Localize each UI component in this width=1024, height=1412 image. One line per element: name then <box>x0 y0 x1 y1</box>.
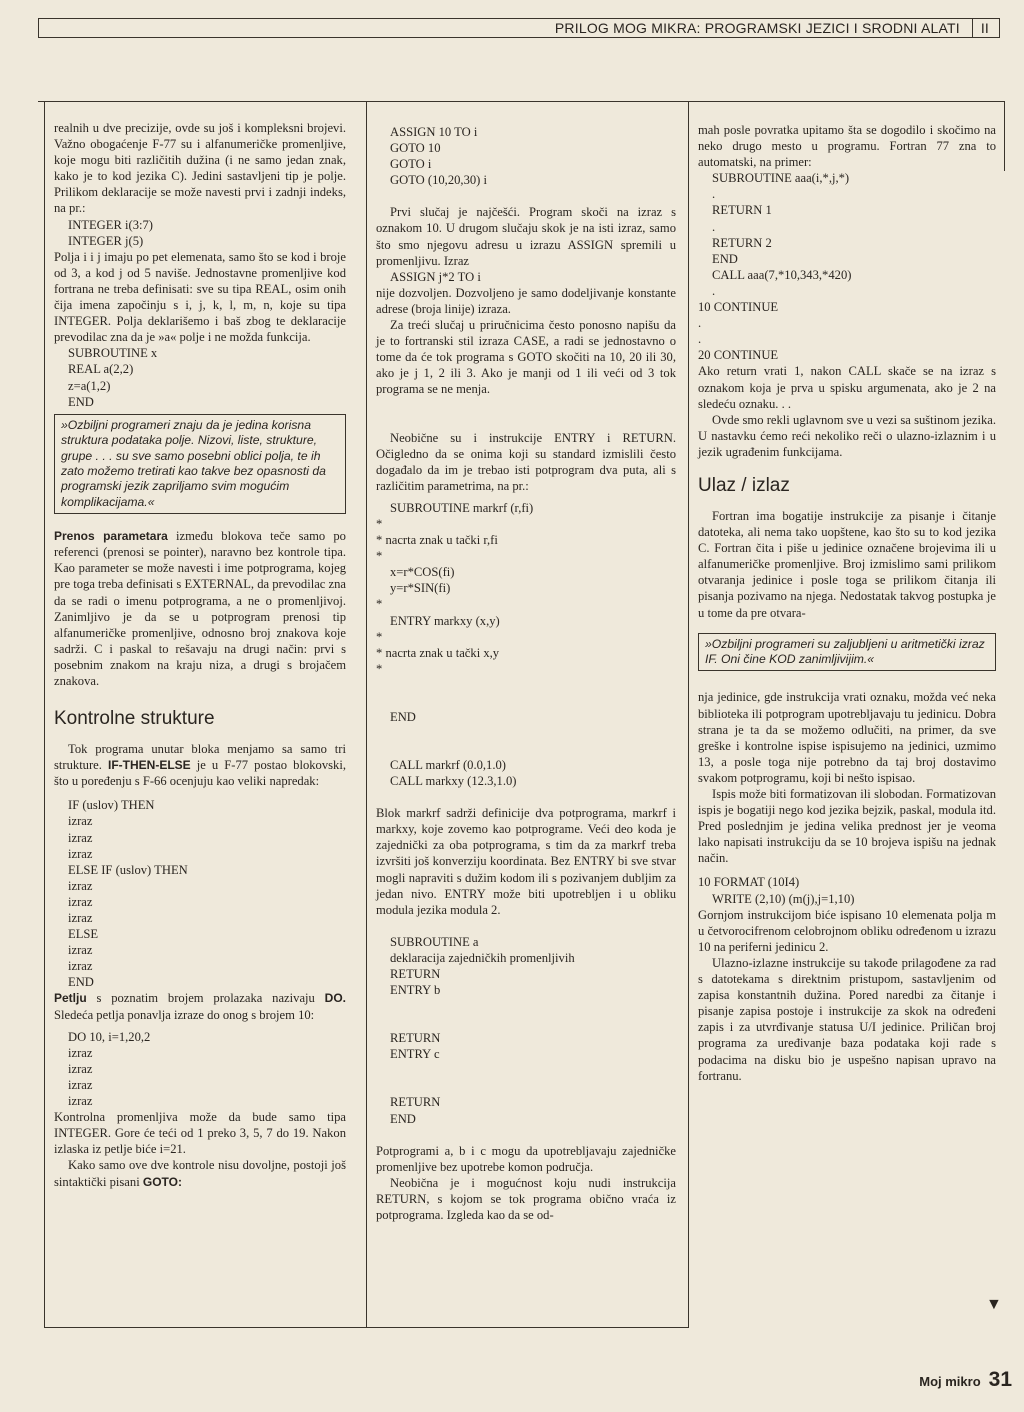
paragraph-text: Tok programa unutar bloka menjamo sa samo tri strukture. <box>54 742 346 773</box>
section-heading: Ulaz / izlaz <box>698 474 790 496</box>
bottom-rule <box>44 1327 688 1328</box>
bold-term: IF-THEN-ELSE <box>108 758 191 773</box>
code-line: * <box>376 661 383 676</box>
code-line: 20 CONTINUE <box>698 348 779 363</box>
code-line: izraz <box>68 959 93 974</box>
code-line: 10 CONTINUE <box>698 300 779 315</box>
code-line: izraz <box>68 1077 93 1092</box>
pull-quote: »Ozbiljni programeri znaju da je jedina korisna struktura podataka polje. Nizovi, liste, strukture, grupe . . . su sve samo posebni oblici polja, te ih zato možemo tretirati kao takve bez opasnosti da programski jezik zapriljamo svim mogućim komplikacijama.« <box>54 414 346 514</box>
spacer <box>376 188 676 204</box>
paragraph-text: je u F-77 postao blokovski, što u poređenju s F-66 ocenjuju kao veliki napredak: <box>54 758 346 789</box>
code-line: * nacrta znak u tački r,fi <box>376 533 498 548</box>
paragraph: Neobična je i mogućnost koju nudi instrukcija RETURN, s kojom se tok programa obično vraća iz potprograma. Izgleda kao da se od- <box>376 1175 676 1222</box>
spacer <box>376 398 676 430</box>
code-line: izraz <box>68 943 93 958</box>
code-line: END <box>68 975 94 990</box>
code-line: GOTO 10 <box>390 141 441 156</box>
code-line: izraz <box>68 1045 93 1060</box>
code-line: DO 10, i=1,20,2 <box>68 1029 151 1044</box>
paragraph: Fortran ima bogatije instrukcije za pisanje i čitanje datoteka, ali nema tako uopštene, kao što su to kod jezika C. Fortran čita i piše u jedinice označene brojevima ili u alfanumeričke promenljive. Broj izmislimo sami prilikom otvaranja jedinice i posle toga se prilikom čitanja ili pisanja pozivamo na njega. Nedostatak takvog postupka je u tome da pre otvara- <box>698 508 996 620</box>
paragraph: nja jedinice, gde instrukcija vrati oznaku, možda već neka biblioteka ili potprogram upotrebljavaju tu jedinicu. Dobra strana je ta da se možemo odlučiti, na primer, da sve greške i kontrolne ispise ispisujemo na jedinici, uzmimo 13, a posle toga nije potrebno da taj broj dostavimo svakom potprogramu, koji bi nešto ispisao. <box>698 690 996 785</box>
spacer <box>376 677 676 709</box>
code-line: ELSE IF (uslov) THEN <box>68 862 188 877</box>
code-line: * nacrta znak u tački x,y <box>376 645 500 660</box>
code-line: RETURN <box>390 1031 441 1046</box>
paragraph-text: s poznatim brojem prolazaka nazivaju <box>86 991 325 1006</box>
continue-arrow-icon: ▼ <box>986 1296 1002 1313</box>
spacer <box>376 1127 676 1143</box>
code-line: RETURN <box>390 1095 441 1110</box>
paragraph: Polja i i j imaju po pet elemenata, samo što se kod i broje od 3, a kod j od 5 naviše. Jednostavne promenljive kod fortrana ne treba definisati: sve su tipa REAL, osim onih čija imena započinju s i, j, k, l, m, n, koje su tipa INTEGER. Polja deklarišemo i baš zbog te deklaracije prevodilac zna da je »a« polje i ne možda funkcija. <box>54 249 346 345</box>
spacer <box>376 918 676 934</box>
code-line: . <box>712 283 716 298</box>
paragraph <box>54 741 346 789</box>
code-line: * <box>376 597 383 612</box>
running-header <box>38 18 1000 38</box>
paragraph: Ulazno-izlazne instrukcije su takođe prilagođene za rad s datotekama s direktnim pristupom, sastavljenim od zapisa konstantnih dužina. Pored naredbi za čitanje i pisanje zapisa postoje i instrukcije za skok na određeni zapis i za utvrđivanje statusa U/I jedinice. Priličan broj programa za uređivanje baza podataka koji rade s podacima na disku bio je uspešno napisan upravo na fortranu. <box>698 955 996 1083</box>
code-line: RETURN <box>390 967 441 982</box>
header-roman: II <box>980 20 989 36</box>
code-line: * <box>376 549 383 564</box>
code-line: SUBROUTINE a <box>390 934 479 949</box>
paragraph <box>54 990 346 1022</box>
magazine-name: Moj mikro <box>919 1374 981 1389</box>
code-line: ENTRY markxy (x,y) <box>390 613 500 628</box>
spacer <box>376 789 676 805</box>
header-divider <box>972 18 973 38</box>
paragraph: Ako return vrati 1, nakon CALL skače se na izraz s oznakom koja je prva u spisku argumenata, ako je 2 na sledeću oznaku. . . <box>698 364 996 411</box>
page-number: 31 <box>988 1368 1012 1391</box>
code-line: y=r*SIN(fi) <box>390 581 451 596</box>
code-line: deklaracija zajedničkih promenljivih <box>390 950 575 965</box>
code-line: . <box>698 316 702 331</box>
paragraph: Potprogrami a, b i c mogu da upotrebljavaju zajedničke promenljive bez upotrebe komon područja. <box>376 1143 676 1174</box>
code-line: SUBROUTINE markrf (r,fi) <box>390 500 534 515</box>
code-line: ENTRY c <box>390 1047 440 1062</box>
code-line: . <box>712 187 716 202</box>
code-line: SUBROUTINE aaa(i,*,j,*) <box>712 171 850 186</box>
page-footer <box>919 1368 1012 1392</box>
left-rule <box>44 101 45 1328</box>
code-line: izraz <box>68 878 93 893</box>
code-line: ASSIGN 10 TO i <box>390 125 478 139</box>
code-line: izraz <box>68 1094 93 1109</box>
code-line: 10 FORMAT (10I4) <box>698 875 800 890</box>
bold-term: Petlju <box>54 991 87 1006</box>
paragraph: nije dozvoljen. Dozvoljeno je samo dodeljivanje konstante adrese (broja linije) izraza. <box>376 285 676 316</box>
paragraph: Prvi slučaj je najčešći. Program skoči na izraz s oznakom 10. U drugom slučaju skok je na isti izraz, samo što smo njegovu adresu u izrazu ASSIGN spremili u promenljivu. Izraz <box>376 205 676 268</box>
column-3 <box>698 122 996 1084</box>
paragraph: mah posle povratka upitamo šta se dogodilo i skočimo na neko drugo mesto u programu. Fortran 77 zna to automatski, na primer: <box>698 123 996 170</box>
code-line: WRITE (2,10) (m(j),j=1,10) <box>712 891 855 906</box>
code-line: RETURN 1 <box>712 203 772 218</box>
code-line: ASSIGN j*2 TO i <box>390 269 481 284</box>
code-line: izraz <box>68 1061 93 1076</box>
code-line: END <box>390 709 416 724</box>
bold-term: Prenos parametara <box>54 529 168 544</box>
spacer <box>698 866 996 874</box>
code-line: x=r*COS(fi) <box>390 565 455 580</box>
bold-term: GOTO: <box>142 1174 182 1189</box>
paragraph: Kontrolna promenljiva može da bude samo tipa INTEGER. Gore će teći od 1 preko 3, 5, 7 do 19. Nakon izlaska iz petlje biće i=21. <box>54 1110 346 1157</box>
code-line: INTEGER i(3:7) <box>68 217 153 232</box>
bold-term: DO. <box>324 991 346 1006</box>
code-line: ELSE <box>68 927 99 942</box>
column-1 <box>54 120 346 1190</box>
paragraph: Blok markrf sadrži definicije dva potprograma, markrf i markxy, koje zovemo kao potprograme. Veći deo koda je zajednički za oba potprograma, s tim da za markrf treba izvršiti još konverziju koordinata. Bez ENTRY bi sve stvar mogli napraviti s dužim kodom ili s pozivanjem dubljim za jedan nivo. ENTRY može biti upotrebljen i u obliku modula jezika modula 2. <box>376 806 676 917</box>
code-line: izraz <box>68 846 93 861</box>
paragraph-text: Sledeća petlja ponavlja izraze do onog s brojem 10: <box>54 1007 315 1022</box>
spacer <box>376 998 676 1030</box>
column-2 <box>376 124 676 1223</box>
code-line: CALL markrf (0.0,1.0) <box>390 758 506 772</box>
code-line: GOTO i <box>390 157 432 172</box>
section-heading: Kontrolne strukture <box>54 708 215 730</box>
code-line: * <box>376 516 383 531</box>
spacer <box>54 789 346 797</box>
code-line: END <box>390 1111 416 1126</box>
code-line: . <box>698 332 702 347</box>
code-line: . <box>712 219 716 234</box>
code-line: RETURN 2 <box>712 235 772 250</box>
spacer <box>376 725 676 757</box>
code-line: CALL markxy (12.3,1.0) <box>390 774 517 789</box>
paragraph-text: između blokova teče samo po referenci (prenosi se pointer), naravno bez kontrole tipa. Kao parameter se može navesti i ime potprograma, kojeg pre toga treba definisati s EXTERNAL, da prevodilac zna da se radi o imenu potprograma, a ne o promenljivoj. Zanimljivo je da se u potprogram prenosi tip alfanumeričke promenljive, odnosno broj znakova koje sadrži. C i paskal to rešavaju na drugi način: prvi s posebnim znakom na kraju niza, a drugi s brojačem znakova. <box>54 529 346 688</box>
paragraph: Gornjom instrukcijom biće ispisano 10 elemenata polja m u četvorocifrenom celobrojnom obliku određenom u izrazu 10 na periferni jedinicu 2. <box>698 907 996 954</box>
code-line: GOTO (10,20,30) i <box>390 173 488 188</box>
paragraph: Za treći slučaj u priručnicima često ponosno napišu da je to fortranski stil izraza CASE, a radi se jednostavno o tome da će tok programa s GOTO skočiti na 10, 20 ili 30, ako je j 1, 2 ili 3. Ako je manji od 1 ili veći od 3 tok programa se ne menja. <box>376 318 676 397</box>
column-rule-1 <box>366 101 367 1328</box>
code-line: REAL a(2,2) <box>68 362 134 377</box>
code-line: izraz <box>68 894 93 909</box>
paragraph <box>54 1157 346 1189</box>
spacer <box>376 1062 676 1094</box>
header-title: PRILOG MOG MIKRA: PROGRAMSKI JEZICI I SRODNI ALATI <box>554 20 960 36</box>
code-line: izraz <box>68 830 93 845</box>
paragraph: realnih u dve precizije, ovde su još i kompleksni brojevi. Važno obogaćenje F-77 su i alfanumeričke promenljive, koje mogu biti različitih dužina (i ne samo jedan znak, kako je to kod jezika C). Jedini sastavljeni tip je polje. Prilikom deklaracije se može navesti prvi i zadnji indeks, na pr.: <box>54 121 346 216</box>
code-line: izraz <box>68 814 93 829</box>
code-line: INTEGER j(5) <box>68 233 144 248</box>
code-line: IF (uslov) THEN <box>68 798 155 813</box>
top-rule <box>38 101 1004 102</box>
paragraph: Ovde smo rekli uglavnom sve u vezi sa suštinom jezika. U nastavku ćemo reći nekoliko reči o ulazno-izlaznim i u jezik ugrađenim funkcijama. <box>698 412 996 459</box>
column-rule-2 <box>688 101 689 1328</box>
right-rule <box>1004 101 1005 171</box>
paragraph <box>54 528 346 689</box>
code-line: END <box>68 394 94 409</box>
code-line: CALL aaa(7,*10,343,*420) <box>712 267 852 282</box>
pull-quote: »Ozbiljni programeri su zaljubljeni u aritmetički izraz IF. Oni čine KOD zanimljivijim.« <box>698 633 996 672</box>
code-line: END <box>712 251 738 266</box>
code-line: z=a(1,2) <box>68 378 111 393</box>
code-line: ENTRY b <box>390 983 441 998</box>
code-line: izraz <box>68 911 93 925</box>
paragraph: Neobične su i instrukcije ENTRY i RETURN. Očigledno da se onima koji su standard izmislili često događalo da im je trebao isti potprogram dva puta, ali s različitim parametrima, na pr.: <box>376 430 676 493</box>
code-line: * <box>376 629 383 644</box>
paragraph: Ispis može biti formatizovan ili slobodan. Formatizovan ispis je bogatiji nego kod jezika bejzik, paskal, modula itd. Pred poslednjim je jedina velika prednost jer je veoma lako napisati instrukciju da se 10 brojeva ispišu na jednak način. <box>698 787 996 866</box>
code-line: SUBROUTINE x <box>68 346 158 361</box>
paragraph-text: Kako samo ove dve kontrole nisu dovoljne, postoji još sintaktički pisani <box>54 1158 346 1189</box>
